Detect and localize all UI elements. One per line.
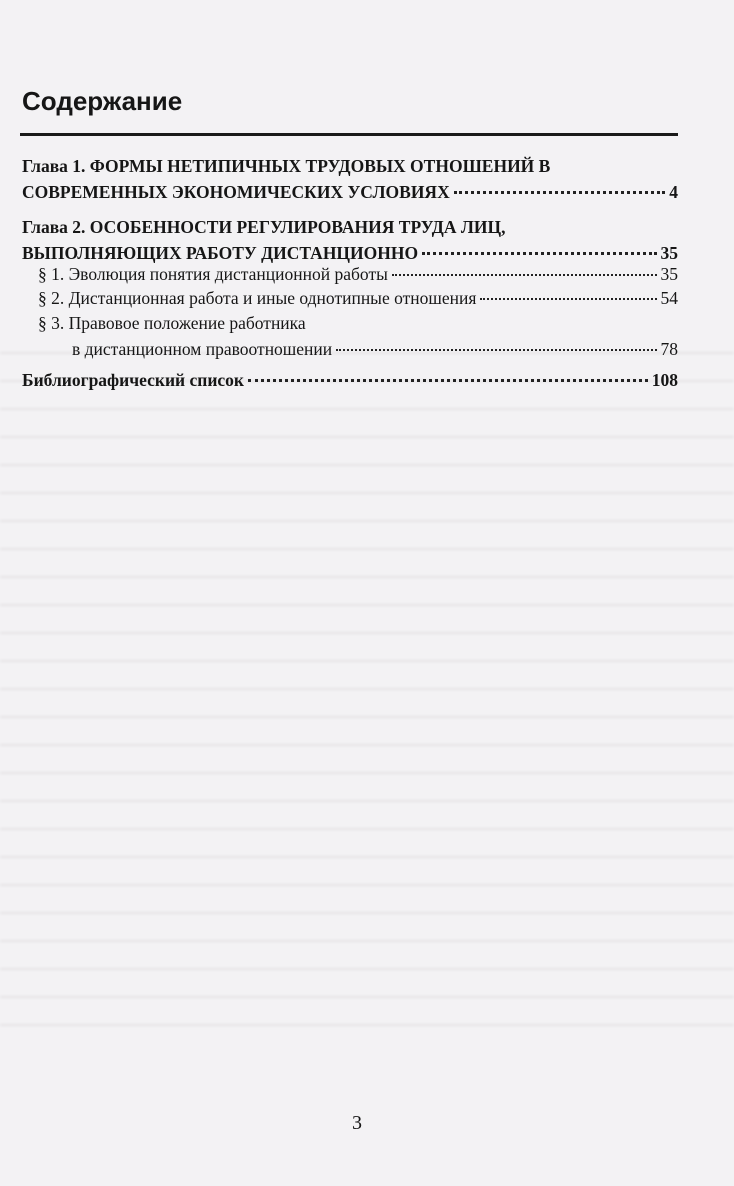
dot-leader [454, 191, 666, 194]
toc-entry-title: Библиографический список [22, 370, 245, 390]
dot-leader [392, 274, 657, 276]
dot-leader [248, 379, 648, 382]
page-title: Содержание [22, 86, 183, 116]
toc-page-number: 35 [660, 264, 678, 284]
title-divider [20, 133, 678, 136]
page-number: 3 [352, 1112, 362, 1134]
toc-page-number: 78 [660, 339, 678, 359]
dot-leader [480, 298, 656, 300]
toc-entry-title: § 2. Дистанционная работа и иные однотипные отношения [38, 288, 477, 308]
toc-entry-title-line: СОВРЕМЕННЫХ ЭКОНОМИЧЕСКИХ УСЛОВИЯХ [22, 182, 450, 202]
toc-entry-chapter-2 [22, 214, 678, 266]
toc-entry-title-line: ВЫПОЛНЯЮЩИХ РАБОТУ ДИСТАНЦИОННО [22, 243, 419, 263]
toc-entry-title: § 1. Эволюция понятия дистанционной работы [38, 264, 388, 284]
toc-entry-title-line: Глава 2. ОСОБЕННОСТИ РЕГУЛИРОВАНИЯ ТРУДА ЛИЦ, [22, 217, 506, 237]
dot-leader [336, 349, 656, 351]
toc-entry-section-2 [22, 285, 678, 311]
dot-leader [422, 252, 656, 255]
bleed-through-texture [0, 330, 734, 1030]
toc-page-number: 108 [651, 370, 678, 390]
toc-entry-title-line: Глава 1. ФОРМЫ НЕТИПИЧНЫХ ТРУДОВЫХ ОТНОШЕНИЙ В [22, 156, 551, 176]
toc-page-number: 35 [660, 243, 678, 263]
toc-entry-bibliography [22, 367, 678, 393]
toc-entry-title-line: в дистанционном правоотношении [72, 339, 333, 359]
toc-entry-section-1 [22, 261, 678, 287]
toc-entry-section-3 [22, 310, 678, 362]
toc-entry-title-line: § 3. Правовое положение работника [38, 313, 306, 333]
toc-page-number: 54 [660, 288, 678, 308]
toc-entry-chapter-1 [22, 153, 678, 205]
toc-page-number: 4 [669, 182, 678, 202]
